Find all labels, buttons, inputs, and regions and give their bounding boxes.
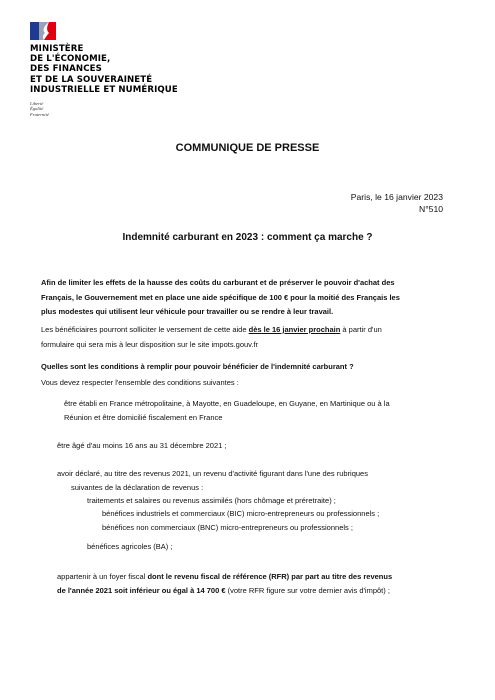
intro-line: Afin de limiter les effets de la hausse des coûts du carburant et de préserver le pouvoir d'achat des (41, 278, 395, 287)
condition-line: être établi en France métropolitaine, à Mayotte, en Guadeloupe, en Guyane, en Martinique ou à la (64, 399, 390, 408)
ministry-name (30, 44, 178, 95)
condition-line (57, 584, 477, 598)
rfr-text: (votre RFR figure sur votre dernier avis d'impôt) ; (225, 586, 390, 595)
press-release-title: COMMUNIQUE DE PRESSE (175, 142, 320, 154)
ministry-line: DE L'ÉCONOMIE, (30, 54, 111, 65)
conditions-question: Quelles sont les conditions à remplir pour pouvoir bénéficier de l'indemnité carburant ? (41, 362, 354, 371)
dateline (351, 191, 443, 215)
request-text: Les bénéficiaires pourront solliciter le versement de cette aide (41, 325, 249, 334)
rfr-bold: de l'année 2021 soit inférieur ou égal à 14 700 € (57, 586, 226, 595)
subject-heading: Indemnité carburant en 2023 : comment ça marche ? (122, 232, 373, 243)
motto-line: Fraternité (30, 111, 49, 117)
intro-line: plus modestes qui utilisent leur véhicule pour travailler ou se rendre à leur travail. (41, 307, 334, 316)
ministry-line: MINISTÈRE (30, 44, 84, 54)
condition-age: être âgé d'au moins 16 ans au 31 décembre 2021 ; (57, 441, 227, 450)
condition-line: suivantes de la déclaration de revenus : (71, 483, 204, 492)
conditions-intro: Vous devez respecter l'ensemble des conditions suivantes : (41, 378, 239, 387)
condition-line: Réunion et être domicilié fiscalement en France (64, 413, 223, 422)
condition-line: avoir déclaré, au titre des revenus 2021, un revenu d'activité figurant dans l'une des rubriques (57, 469, 368, 478)
ministry-line: ET DE LA SOUVERAINETÉ (30, 74, 153, 85)
condition-income (57, 467, 467, 495)
request-paragraph (41, 323, 461, 352)
request-line (41, 323, 461, 338)
rfr-bold: dont le revenu fiscal de référence (RFR) par part au titre des revenus (147, 572, 393, 581)
intro-line: Français, le Gouvernement met en place une aide spécifique de 100 € pour la moitié des Français les (41, 292, 400, 302)
condition-rfr (57, 570, 477, 598)
motto-line: Égalité (30, 106, 44, 112)
ministry-line: DES FINANCES (30, 64, 102, 75)
rfr-text: appartenir à un foyer fiscal (57, 572, 148, 581)
motto-line: Liberté (30, 101, 44, 106)
republic-motto (30, 101, 49, 117)
income-item: bénéfices industriels et commerciaux (BIC) micro-entrepreneurs ou professionnels ; (102, 509, 380, 518)
intro-paragraph (41, 276, 461, 320)
condition-line (57, 570, 477, 584)
release-number: N°510 (419, 204, 443, 214)
ministry-line: INDUSTRIELLE ET NUMÉRIQUE (30, 84, 178, 95)
marianne-logo (30, 22, 56, 40)
income-item: bénéfices non commerciaux (BNC) micro-entrepreneurs ou professionnels ; (102, 523, 353, 532)
request-date: dès le 16 janvier prochain (248, 325, 341, 334)
place-date: Paris, le 16 janvier 2023 (350, 192, 443, 202)
income-item: bénéfices agricoles (BA) ; (87, 542, 173, 551)
request-line: formulaire qui sera mis à leur disposition sur le site impots.gouv.fr (41, 339, 259, 349)
condition-residence (64, 397, 464, 425)
request-text: à partir d'un (340, 325, 382, 334)
income-item: traitements et salaires ou revenus assimilés (hors chômage et préretraite) ; (87, 496, 336, 505)
